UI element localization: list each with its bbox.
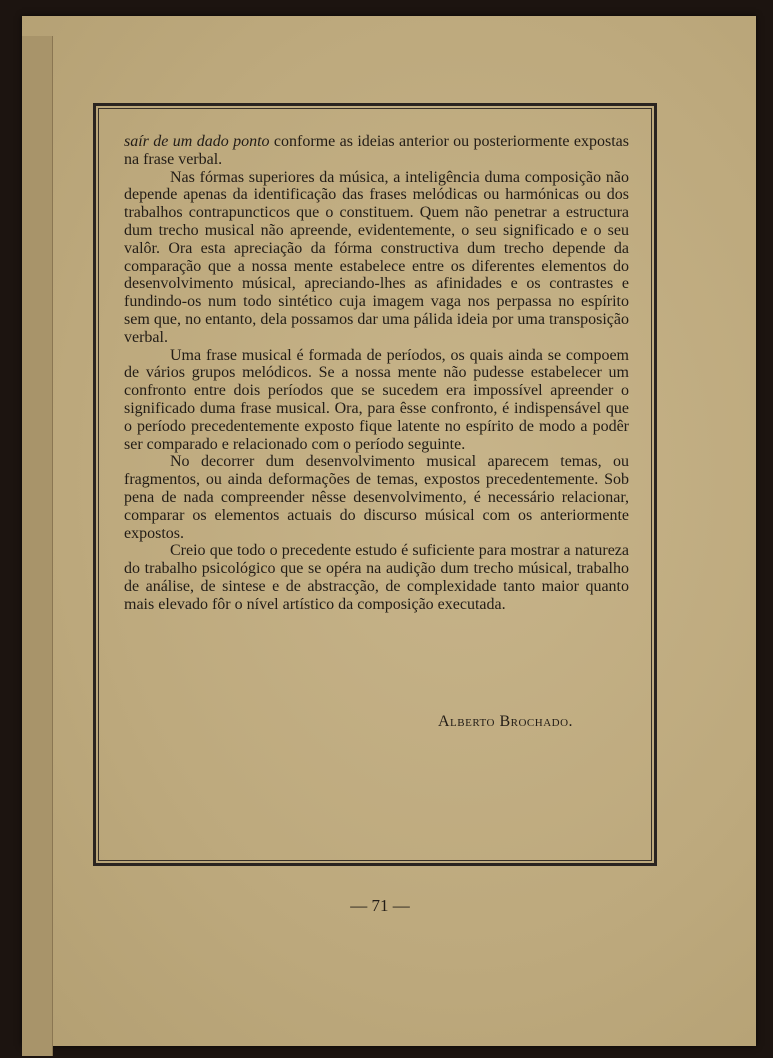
paragraph-4: No decorrer dum desenvolvimento musical aparecem temas, ou fragmentos, ou ainda deformações de temas, expostos precedentemente. Sob pena de nada compreender nêsse desenvolvimento, é necessário relacionar, comparar os elementos actuais do discurso músical com os anteriormente expostos.: [124, 453, 629, 542]
body-text: [124, 133, 629, 614]
paragraph-2: Nas fórmas superiores da música, a inteligência duma composição não depende apenas da identificação das frases melódicas ou harmónicas ou dos trabalhos contrapuncticos que o constituem. Quem não penetrar a estructura dum trecho musical não apreende, evidentemente, o seu significado e o seu valôr. Ora esta apreciação da fórma constructiva dum trecho depende da comparação que a nossa mente estabelece entre os diferentes elementos do desenvolvimento músical, apreciando-lhes as afinidades e os contrastes e fundindo-os num todo sintético cuja imagem vaga nos perpassa no espírito sem que, no entanto, dela possamos dar uma pálida ideia por uma transposição verbal.: [124, 168, 629, 346]
page-number: — 71 —: [350, 896, 410, 915]
binding-edge: [22, 36, 53, 1056]
author-signature: Alberto Brochado.: [438, 713, 574, 730]
paragraph-3: Uma frase musical é formada de períodos, os quais ainda se compoem de vários grupos melódicos. Se a nossa mente não pudesse estabelecer um confronto entre dois períodos que se sucedem era impossível apreender o significado duma frase musical. Ora, para êsse confronto, é indispensável que o período precedentemente exposto fique latente no espírito de modo a podêr ser comparado e relacionado com o período seguinte.: [124, 346, 629, 453]
paragraph-5: Creio que todo o precedente estudo é suficiente para mostrar a natureza do trabalho psicológico que se opéra na audição dum trecho músical, trabalho de análise, de sintese e de abstracção, de complexidade tanto maior quanto mais elevado fôr o nível artístico da composição executada.: [124, 542, 629, 613]
paragraph-1: saír de um dado ponto conforme as ideias anterior ou posteriormente expostas na frase verbal.: [124, 133, 630, 168]
italic-lead: saír de um dado ponto: [124, 133, 270, 150]
